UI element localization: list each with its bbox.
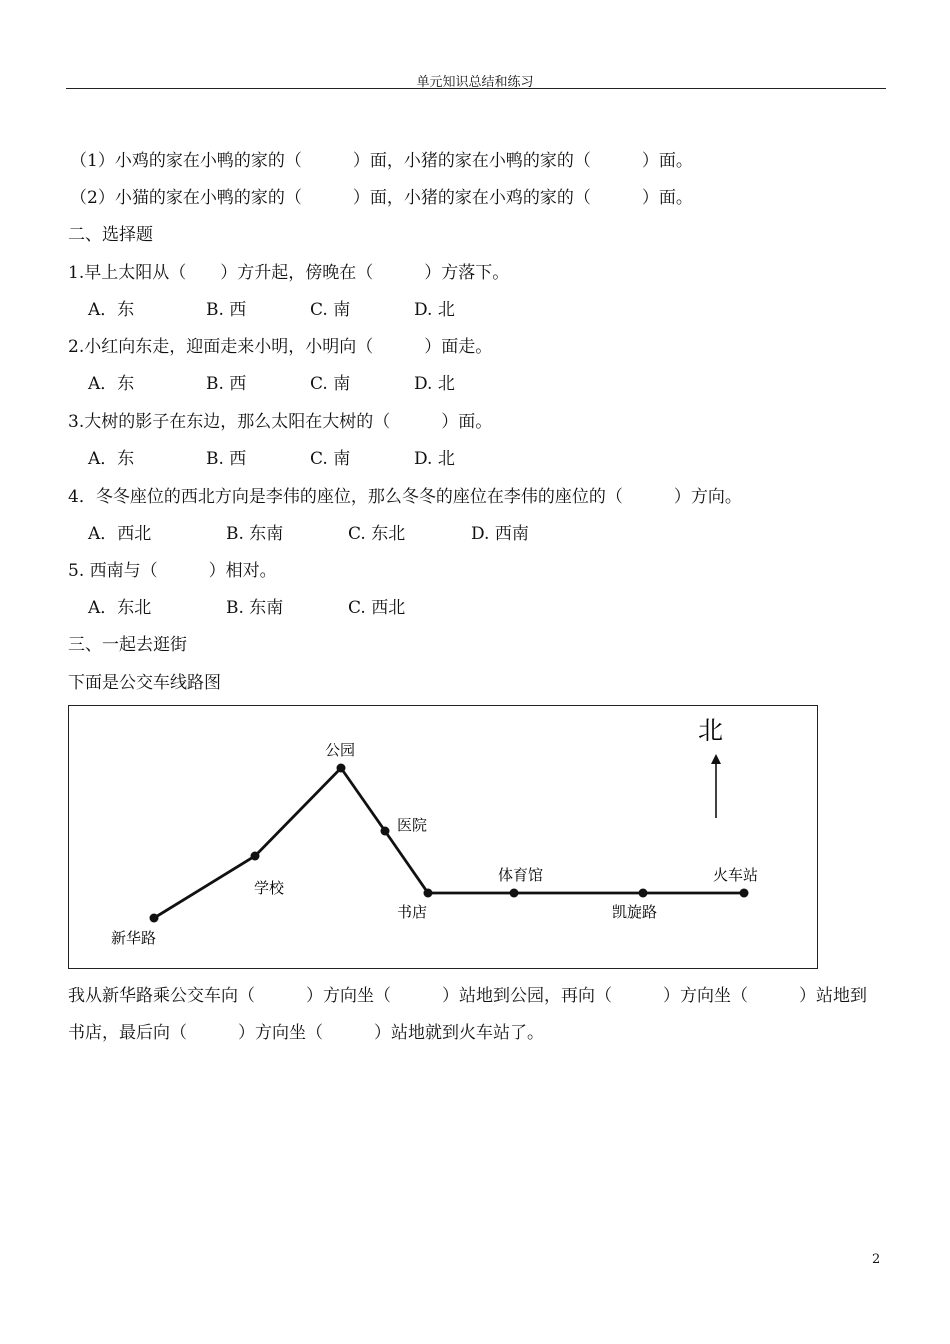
bus-route-svg xyxy=(69,706,817,968)
q3-option-a: A．东 xyxy=(88,449,135,469)
stop-label-park: 公园 xyxy=(325,741,356,759)
q5-option-b: B. 东南 xyxy=(226,598,284,618)
q5-option-c: C. 西北 xyxy=(348,598,406,618)
q4-option-c: C. 东北 xyxy=(348,524,406,544)
q1-option-b: B. 西 xyxy=(206,300,247,320)
stop-label-bookstore: 书店 xyxy=(397,903,428,921)
q3-option-c: C. 南 xyxy=(310,449,351,469)
q2-option-a: A．东 xyxy=(88,374,135,394)
q4-option-a: A．西北 xyxy=(88,524,152,544)
north-arrow-icon xyxy=(711,754,721,764)
q4-option-b: B. 东南 xyxy=(226,524,284,544)
q2-option-c: C. 南 xyxy=(310,374,351,394)
question-2: 2.小红向东走，迎面走来小明，小明向（ ）面走。 xyxy=(68,337,493,357)
question-3: 3.大树的影子在东边，那么太阳在大树的（ ）面。 xyxy=(68,412,493,432)
q3-option-d: D. 北 xyxy=(414,449,455,469)
stop-label-station: 火车站 xyxy=(713,866,759,884)
stop-dot-bookstore xyxy=(424,889,433,898)
question-4: 4．冬冬座位的西北方向是李伟的座位，那么冬冬的座位在李伟的座位的（ ）方向。 xyxy=(68,487,742,507)
q4-option-d: D. 西南 xyxy=(471,524,529,544)
stop-dot-station xyxy=(740,889,749,898)
q1-option-a: A．东 xyxy=(88,300,135,320)
stop-dot-hospital xyxy=(381,827,390,836)
question-1: 1.早上太阳从（ ）方升起，傍晚在（ ）方落下。 xyxy=(68,263,510,283)
q2-option-b: B. 西 xyxy=(206,374,247,394)
stop-dot-school xyxy=(251,852,260,861)
stop-dot-gym xyxy=(510,889,519,898)
q5-option-a: A．东北 xyxy=(88,598,152,618)
section3-title: 三、一起去逛街 xyxy=(68,635,187,655)
question-5: 5. 西南与（ ）相对。 xyxy=(68,561,277,581)
stop-label-xinhualu: 新华路 xyxy=(111,929,157,947)
stop-dot-xinhualu xyxy=(150,914,159,923)
north-label: 北 xyxy=(698,716,724,745)
page-number: 2 xyxy=(872,1252,881,1267)
q3-option-b: B. 西 xyxy=(206,449,247,469)
header-title: 单元知识总结和练习 xyxy=(416,75,534,90)
stop-label-gym: 体育馆 xyxy=(498,866,544,884)
q1-option-d: D. 北 xyxy=(414,300,455,320)
q2-option-d: D. 北 xyxy=(414,374,455,394)
stop-label-school: 学校 xyxy=(254,879,285,897)
bus-route-map xyxy=(68,705,818,969)
stop-label-hospital: 医院 xyxy=(397,816,428,834)
stop-label-kaixuanlu: 凯旋路 xyxy=(612,903,658,921)
stop-dot-park xyxy=(337,764,346,773)
answer-line-2: 书店，最后向（ ）方向坐（ ）站地就到火车站了。 xyxy=(68,1023,544,1043)
section3-intro: 下面是公交车线路图 xyxy=(68,673,221,693)
q1-option-c: C. 南 xyxy=(310,300,351,320)
fill-in-q1: （1）小鸡的家在小鸭的家的（ ）面，小猪的家在小鸭的家的（ ）面。 xyxy=(70,151,693,171)
header-rule xyxy=(66,88,886,89)
section2-title: 二、选择题 xyxy=(68,225,153,245)
route-line xyxy=(154,768,744,918)
answer-line-1: 我从新华路乘公交车向（ ）方向坐（ ）站地到公园，再向（ ）方向坐（ ）站地到 xyxy=(68,986,867,1006)
stop-dot-kaixuanlu xyxy=(639,889,648,898)
fill-in-q2: （2）小猫的家在小鸭的家的（ ）面，小猪的家在小鸡的家的（ ）面。 xyxy=(70,188,693,208)
